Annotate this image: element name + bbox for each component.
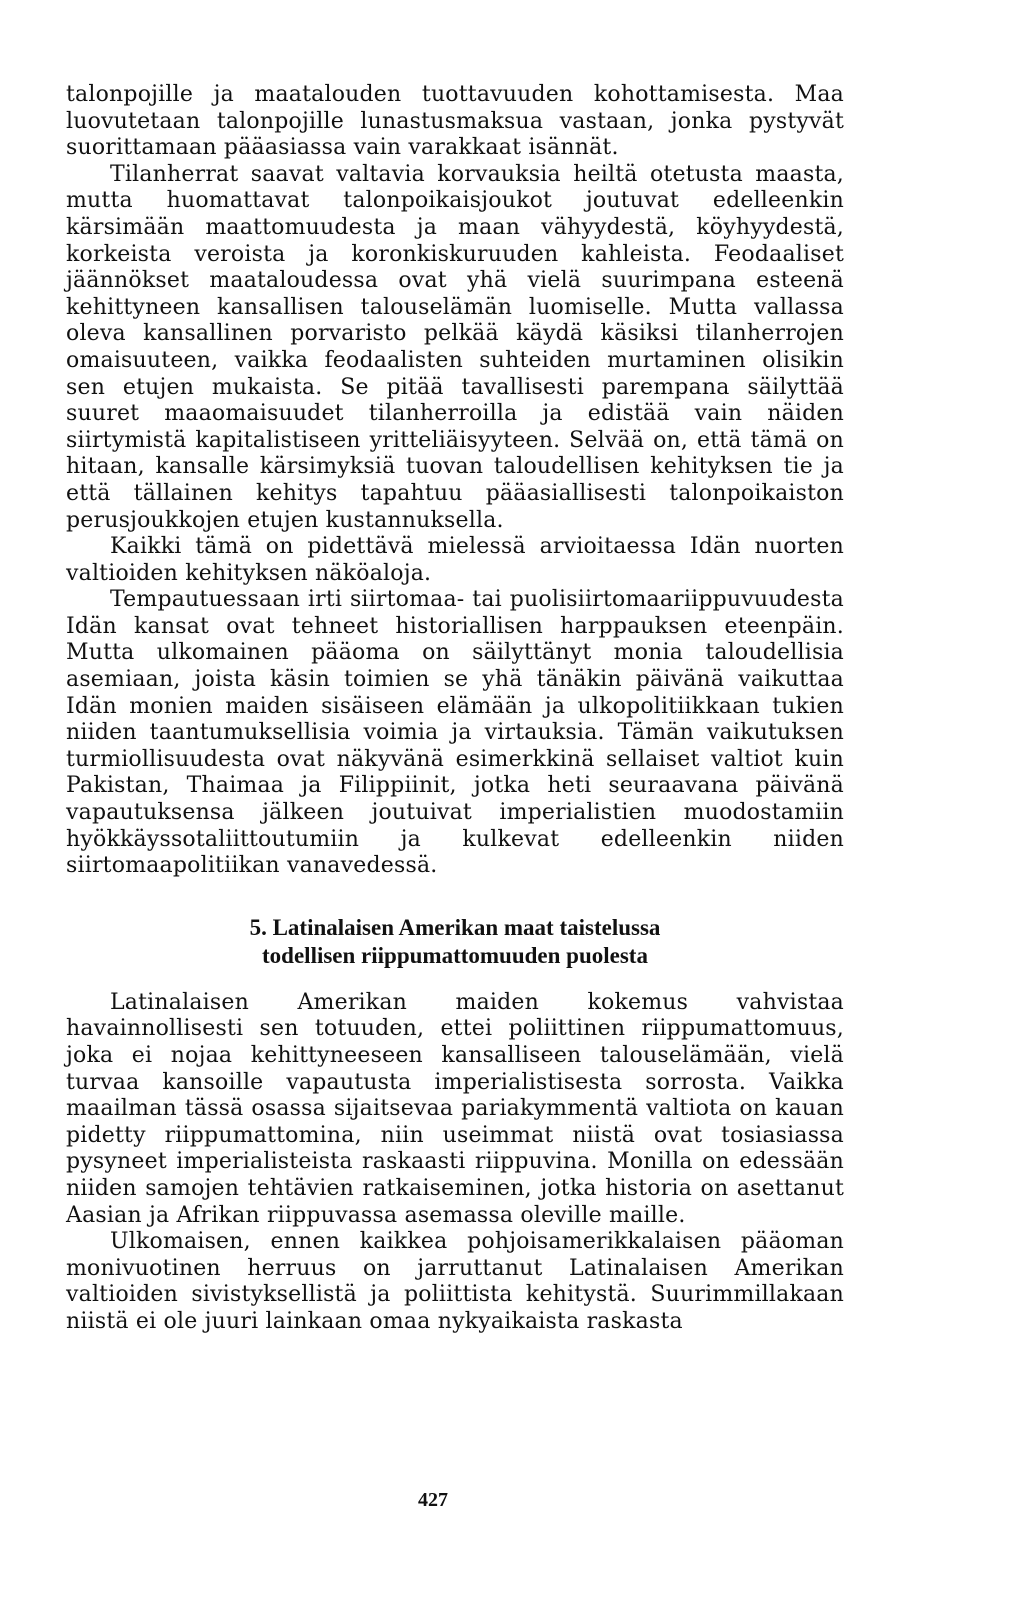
paragraph-landlords: Tilanherrat saavat valtavia korvauksia heiltä otetusta maasta, mutta huomattavat talonpoikaisjoukot joutuvat edelleenkin kärsimään maattomuudesta ja maan vähyydestä, köyhyydestä, korkeista veroista ja koronkiskuruuden kahleista. Feodaaliset jäännökset maataloudessa ovat yhä vielä suurimpana esteenä kehittyneen kansallisen talouselämän luomiselle. Mutta vallassa oleva kansallinen porvaristo pelkää käydä käsiksi tilanherrojen omaisuuteen, vaikka feodaalisten suhteiden murtaminen olisikin sen etujen mukaista. Se pitää tavallisesti parempana säilyttää suuret maaomaisuudet tilanherroilla ja edistää vain näiden siirtymistä kapitalistiseen yritteliäisyyteen. Selvää on, että tämä on hitaan, kansalle kärsimyksiä tuovan taloudellisen kehityksen tie ja että tällainen kehitys tapahtuu pääasiallisesti talonpoikaiston perusjoukkojen etujen kustannuksella. <box>66 161 844 533</box>
section-heading <box>66 914 844 970</box>
section-heading-line-2: todellisen riippumattomuuden puolesta <box>262 942 648 968</box>
page-number: 427 <box>418 1489 448 1511</box>
paragraph-continuation: talonpojille ja maatalouden tuottavuuden kohottamisesta. Maa luovutetaan talonpojille lunastusmaksua vastaan, jonka pystyvät suorittamaan pääasiassa vain varakkaat isännät. <box>66 82 844 161</box>
paragraph-foreign-capital: Tempautuessaan irti siirtomaa- tai puolisiirtomaariippuvuudesta Idän kansat ovat tehneet historiallisen harppauksen eteenpäin. Mutta ulkomainen pääoma on säilyttänyt monia taloudellisia asemiaan, joista käsin toimien se yhä tänäkin päivänä vaikuttaa Idän monien maiden sisäiseen elämään ja ulkopolitiikkaan tukien niiden taantumuksellisia voimia ja virtauksia. Tämän vaikutuksen turmiollisuudesta ovat näkyvänä esimerkkinä sellaiset valtiot kuin Pakistan, Thaimaa ja Filippiinit, jotka heti seuraavana päivänä vapautuksensa jälkeen joutuivat imperialistien muodostamiin hyökkäyssotaliittoutumiin ja kulkevat edelleenkin niiden siirtomaapolitiikan vanavedessä. <box>66 587 844 879</box>
section-heading-line-1: 5. Latinalaisen Amerikan maat taistelussa <box>249 914 661 940</box>
page-body <box>66 82 844 1336</box>
paragraph-prospects: Kaikki tämä on pidettävä mielessä arvioitaessa Idän nuorten valtioiden kehityksen näköaloja. <box>66 534 844 586</box>
paragraph-north-american-capital: Ulkomaisen, ennen kaikkea pohjoisamerikkalaisen pääoman monivuotinen herruus on jarruttanut Latinalaisen Amerikan valtioiden sivistyksellistä ja poliittista kehitystä. Suurimmillakaan niistä ei ole juuri lainkaan omaa nykyaikaista raskasta <box>66 1229 844 1334</box>
paragraph-latin-america: Latinalaisen Amerikan maiden kokemus vahvistaa havainnollisesti sen totuuden, ettei poliittinen riippumattomuus, joka ei nojaa kehittyneeseen kansalliseen talouselämään, vielä turvaa kansoille vapautusta imperialistisesta sorrosta. Vaikka maailman tässä osassa sijaitsevaa pariakymmentä valtiota on kauan pidetty riippumattomina, niin useimmat niistä ovat tosiasiassa pysyneet imperialisteista raskaasti riippuvina. Monilla on edessään niiden samojen tehtävien ratkaiseminen, jotka historia on asettanut Aasian ja Afrikan riippuvassa asemassa oleville maille. <box>66 989 844 1228</box>
